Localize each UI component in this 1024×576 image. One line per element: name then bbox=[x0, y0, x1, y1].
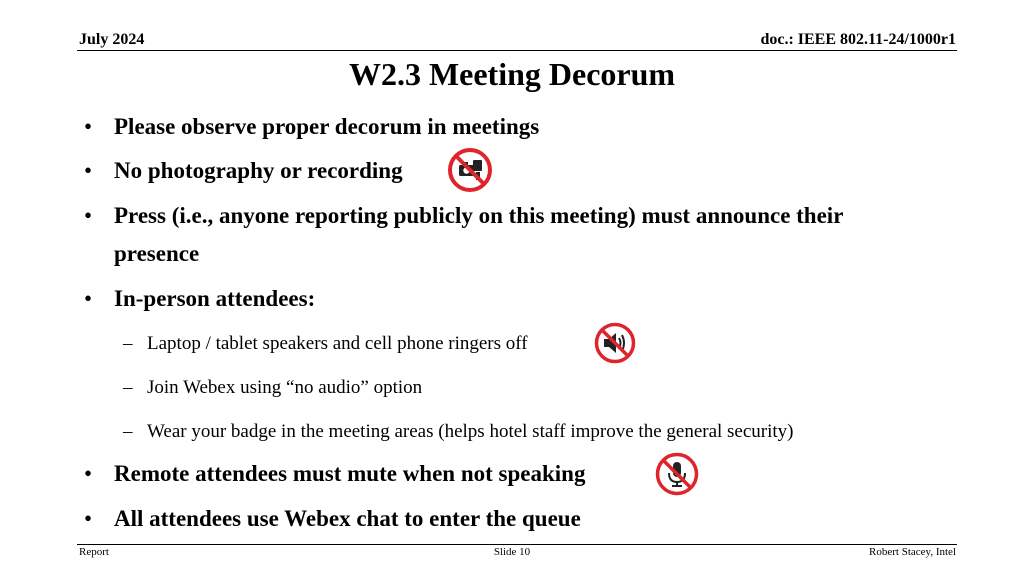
no-camera-icon bbox=[447, 147, 493, 193]
bullet-decorum bbox=[84, 108, 540, 146]
bullet-marker: • bbox=[84, 286, 93, 311]
sub-bullet-text: Laptop / tablet speakers and cell phone ringers off bbox=[147, 333, 528, 354]
footer-slide-number: Slide 10 bbox=[493, 546, 531, 558]
bullet-press-continued: presence bbox=[114, 241, 200, 266]
bullet-press bbox=[84, 197, 844, 235]
sub-bullet-speakers bbox=[123, 332, 528, 356]
bullet-text: All attendees use Webex chat to enter the queue bbox=[114, 506, 581, 531]
header-doc-id: doc.: IEEE 802.11-24/1000r1 bbox=[760, 31, 956, 48]
bullet-marker: • bbox=[84, 506, 93, 531]
sub-bullet-badge bbox=[123, 420, 794, 444]
bullet-marker: • bbox=[84, 114, 93, 139]
footer-author: Robert Stacey, Intel bbox=[869, 546, 956, 558]
sub-bullet-marker: – bbox=[123, 421, 133, 442]
bullet-photo bbox=[84, 152, 403, 190]
sub-bullet-text: Wear your badge in the meeting areas (helps hotel staff improve the general security) bbox=[147, 421, 794, 442]
slide-title: W2.3 Meeting Decorum bbox=[348, 56, 676, 92]
bullet-text: No photography or recording bbox=[114, 158, 403, 183]
bullet-in-person bbox=[84, 280, 316, 318]
sub-bullet-webex-audio bbox=[123, 376, 423, 400]
footer-divider bbox=[77, 544, 957, 545]
footer-report: Report bbox=[79, 546, 109, 558]
bullet-text: Remote attendees must mute when not speaking bbox=[114, 461, 586, 486]
sub-bullet-text: Join Webex using “no audio” option bbox=[147, 377, 423, 398]
bullet-chat-queue bbox=[84, 500, 581, 538]
bullet-text: In-person attendees: bbox=[114, 286, 316, 311]
header-date: July 2024 bbox=[79, 31, 145, 48]
sub-bullet-marker: – bbox=[123, 377, 133, 398]
bullet-marker: • bbox=[84, 461, 93, 486]
bullet-remote bbox=[84, 455, 586, 493]
bullet-text: Press (i.e., anyone reporting publicly on this meeting) must announce their bbox=[114, 203, 844, 228]
speaker-muted-icon bbox=[594, 322, 636, 364]
sub-bullet-marker: – bbox=[123, 333, 133, 354]
bullet-marker: • bbox=[84, 158, 93, 183]
mic-muted-icon bbox=[655, 452, 699, 496]
bullet-marker: • bbox=[84, 203, 93, 228]
header-divider bbox=[77, 50, 957, 51]
bullet-text: Please observe proper decorum in meetings bbox=[114, 114, 540, 139]
